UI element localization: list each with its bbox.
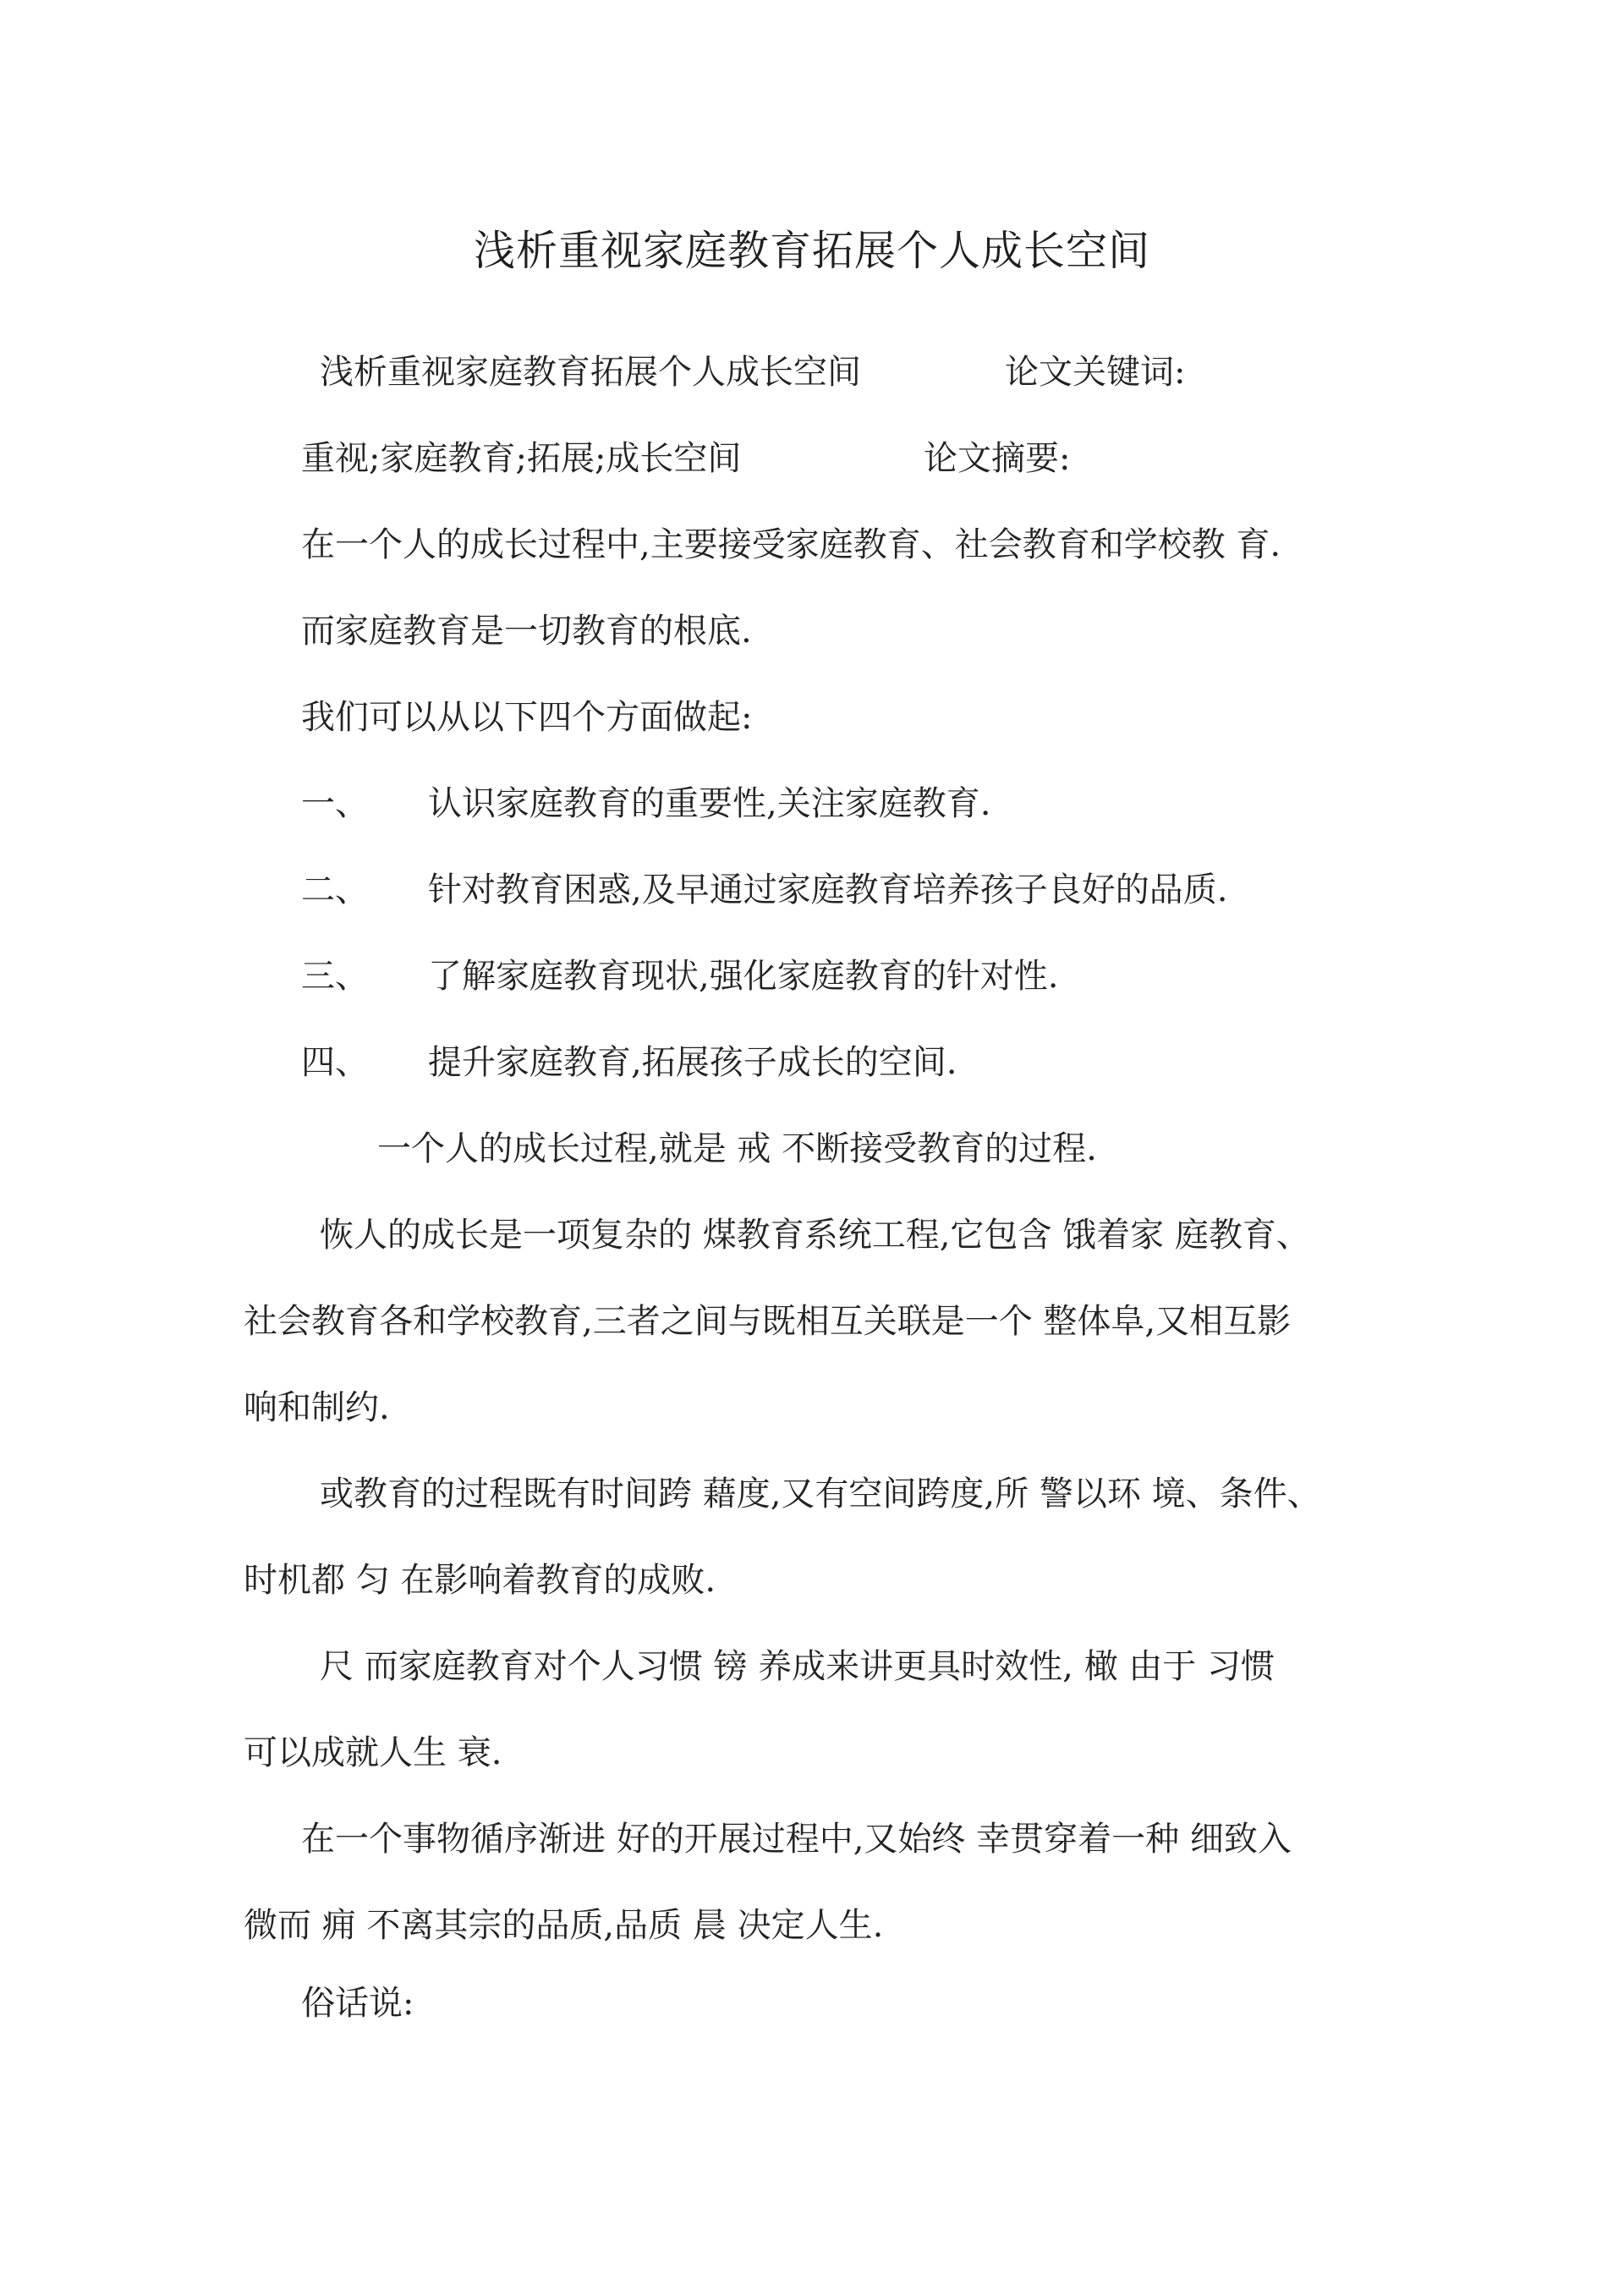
paragraph-7-line-2: 可以成就人生 衰. xyxy=(244,1733,502,1772)
list-item-text: 了解家庭教育现状,强化家庭教育的针对性. xyxy=(428,957,1059,996)
paragraph-8-line-2: 微而 痈 不离其宗的品质,品质 晨 决定人生. xyxy=(244,1906,884,1945)
abstract-label: 论文摘要: xyxy=(924,439,1071,478)
keywords-text: 重视;家庭教育;拓展;成长空间 xyxy=(301,439,742,478)
keywords-label: 论文关键词: xyxy=(1005,353,1186,392)
paragraph-6-line-1: 或教育的过程既有时间跨 藉度,又有空间跨度,所 警以环 境、条件、 xyxy=(320,1475,1321,1513)
list-item-text: 提升家庭教育,拓展孩子成长的空间. xyxy=(428,1043,957,1082)
header-title-line: 浅析重视家庭教育拓展个人成长空间 xyxy=(320,353,861,392)
list-item-number: 二、 xyxy=(301,871,369,909)
list-item-number: 四、 xyxy=(301,1043,369,1082)
paragraph-9: 俗话说: xyxy=(301,1984,414,2023)
list-item-number: 一、 xyxy=(301,784,369,823)
paragraph-4: 一个人的成长过程,就是 戒 不断接受教育的过程. xyxy=(377,1129,1097,1168)
list-item-number: 三、 xyxy=(301,957,369,996)
list-item-text: 针对教育困惑,及早通过家庭教育培养孩子良好的品质. xyxy=(428,871,1228,909)
paragraph-7-line-1: 尺 而家庭教育对个人习惯 镑 养成来讲更具时效性, 橄 由于 习惯 xyxy=(320,1647,1276,1686)
paragraph-8-line-1: 在一个事物循序渐进 好的开展过程中,又始终 幸贯穿着一种 细致入 xyxy=(301,1820,1292,1859)
paragraph-2: 而家庭教育是一切教育的根底. xyxy=(301,612,752,651)
page-title: 浅析重视家庭教育拓展个人成长空间 xyxy=(473,227,1150,275)
paragraph-1: 在一个人的成长过程中,主要接受家庭教育、社会教育和学校教 育. xyxy=(301,525,1281,564)
paragraph-5-line-1: 恢人的成长是一项复杂的 煤教育系统工程,它包含 饿着家 庭教育、 xyxy=(320,1216,1310,1255)
paragraph-5-line-2: 社会教育各和学校教育,三者之间与既相互关联是一个 整体阜,又相互影 xyxy=(244,1302,1292,1341)
paragraph-6-line-2: 时机都 匀 在影响着教育的成败. xyxy=(244,1561,716,1600)
paragraph-3: 我们可以从以下四个方面做起: xyxy=(301,698,753,737)
list-item-text: 认识家庭教育的重要性,关注家庭教育. xyxy=(428,784,991,823)
paragraph-5-line-3: 响和制约. xyxy=(244,1388,390,1427)
